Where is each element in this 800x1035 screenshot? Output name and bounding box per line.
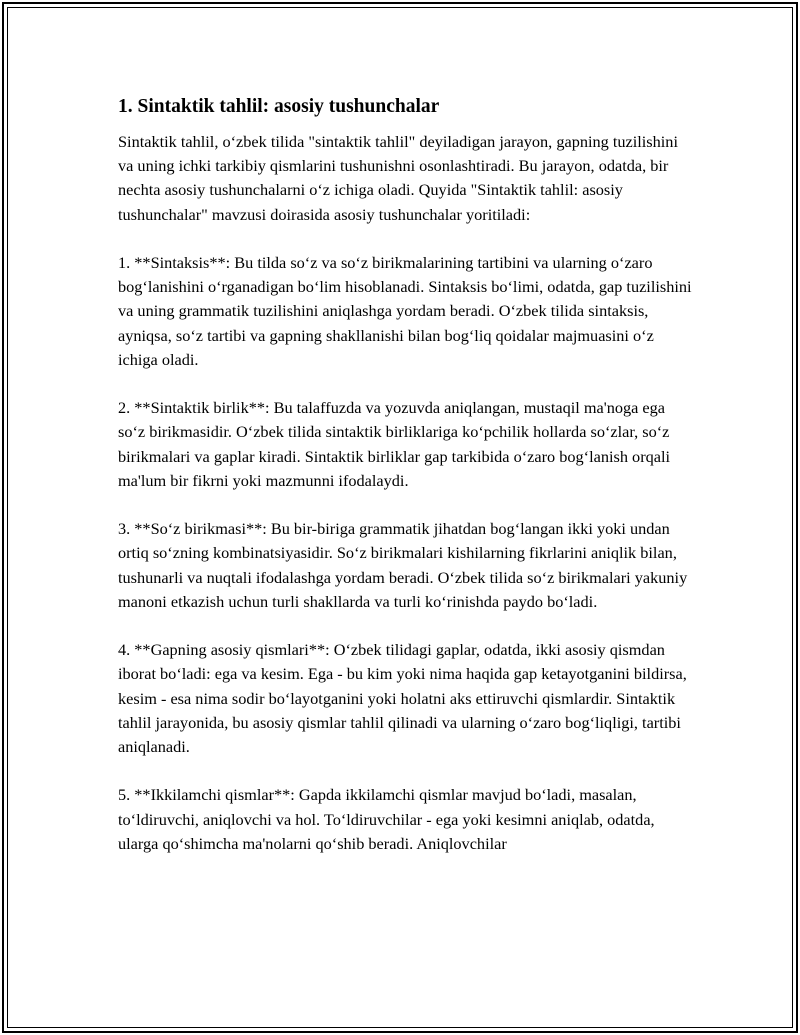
paragraph-sintaksis: 1. **Sintaksis**: Bu tilda so‘z va so‘z birikmalarining tartibini va ularning o‘zaro bog‘lanishini o‘rganadigan bo‘lim hisoblanadi. Sintaksis bo‘limi, odatda, gap tuzilishini va uning grammatik tuzilishini aniqlashga yordam beradi. O‘zbek tilida sintaksis, ayniqsa, so‘z tartibi va gapning shakllanishi bilan bog‘liq qoidalar majmuasini o‘z ichiga oladi. — [118, 253, 692, 369]
section-heading: 1. Sintaktik tahlil: asosiy tushunchalar — [118, 96, 440, 117]
paragraph-gapning-asosiy-qismlari: 4. **Gapning asosiy qismlari**: O‘zbek tilidagi gaplar, odatda, ikki asosiy qismdan iborat bo‘ladi: ega va kesim. Ega - bu kim yoki nima haqida gap ketayotganini bildirsa, kesim - esa nima sodir bo‘layotganini yoki holatni aks ettiruvchi qismlardir. Sintaktik tahlil jarayonida, bu asosiy qismlar tahlil qilinadi va ularning o‘zaro bog‘liqligi, tartibi aniqlanadi. — [118, 640, 687, 757]
paragraph-soz-birikmasi: 3. **So‘z birikmasi**: Bu bir-biriga grammatik jihatdan bog‘langan ikki yoki undan ortiq so‘zning kombinatsiyasidir. So‘z birikmalari kishilarning fikrlarini aniqlik bilan, tushunarli va nuqtali ifodalashga yordam beradi. O‘zbek tilida so‘z birikmalari yakuniy manoni etkazish uchun turli shakllarda va turli ko‘rinishda paydo bo‘ladi. — [118, 519, 688, 611]
intro-paragraph: Sintaktik tahlil, o‘zbek tilida "sintaktik tahlil" deyiladigan jarayon, gapning tuzilishini va uning ichki tarkibiy qismlarini tushunishni osonlashtiradi. Bu jarayon, odatda, bir nechta asosiy tushunchalarni o‘z ichiga oladi. Quyida "Sintaktik tahlil: asosiy tushunchalar" mavzusi doirasida asosiy tushunchalar yoritiladi: — [118, 132, 678, 224]
paragraph-sintaktik-birlik: 2. **Sintaktik birlik**: Bu talaffuzda va yozuvda aniqlangan, mustaqil ma'noga ega so‘z birikmasidir. O‘zbek tilida sintaktik birliklariga ko‘pchilik hollarda so‘zlar, so‘z birikmalari va gaplar kiradi. Sintaktik birliklar gap tarkibida o‘zaro bog‘lanish orqali ma'lum bir fikrni yoki mazmunni ifodalaydi. — [118, 398, 671, 490]
paragraph-ikkilamchi-qismlar: 5. **Ikkilamchi qismlar**: Gapda ikkilamchi qismlar mavjud bo‘ladi, masalan, to‘ldiruvchi, aniqlovchi va hol. To‘ldiruvchilar - ega yoki kesimni aniqlab, odatda, ularga qo‘shimcha ma'nolarni qo‘shib beradi. Aniqlovchilar — [118, 785, 655, 853]
document-body — [118, 94, 693, 880]
